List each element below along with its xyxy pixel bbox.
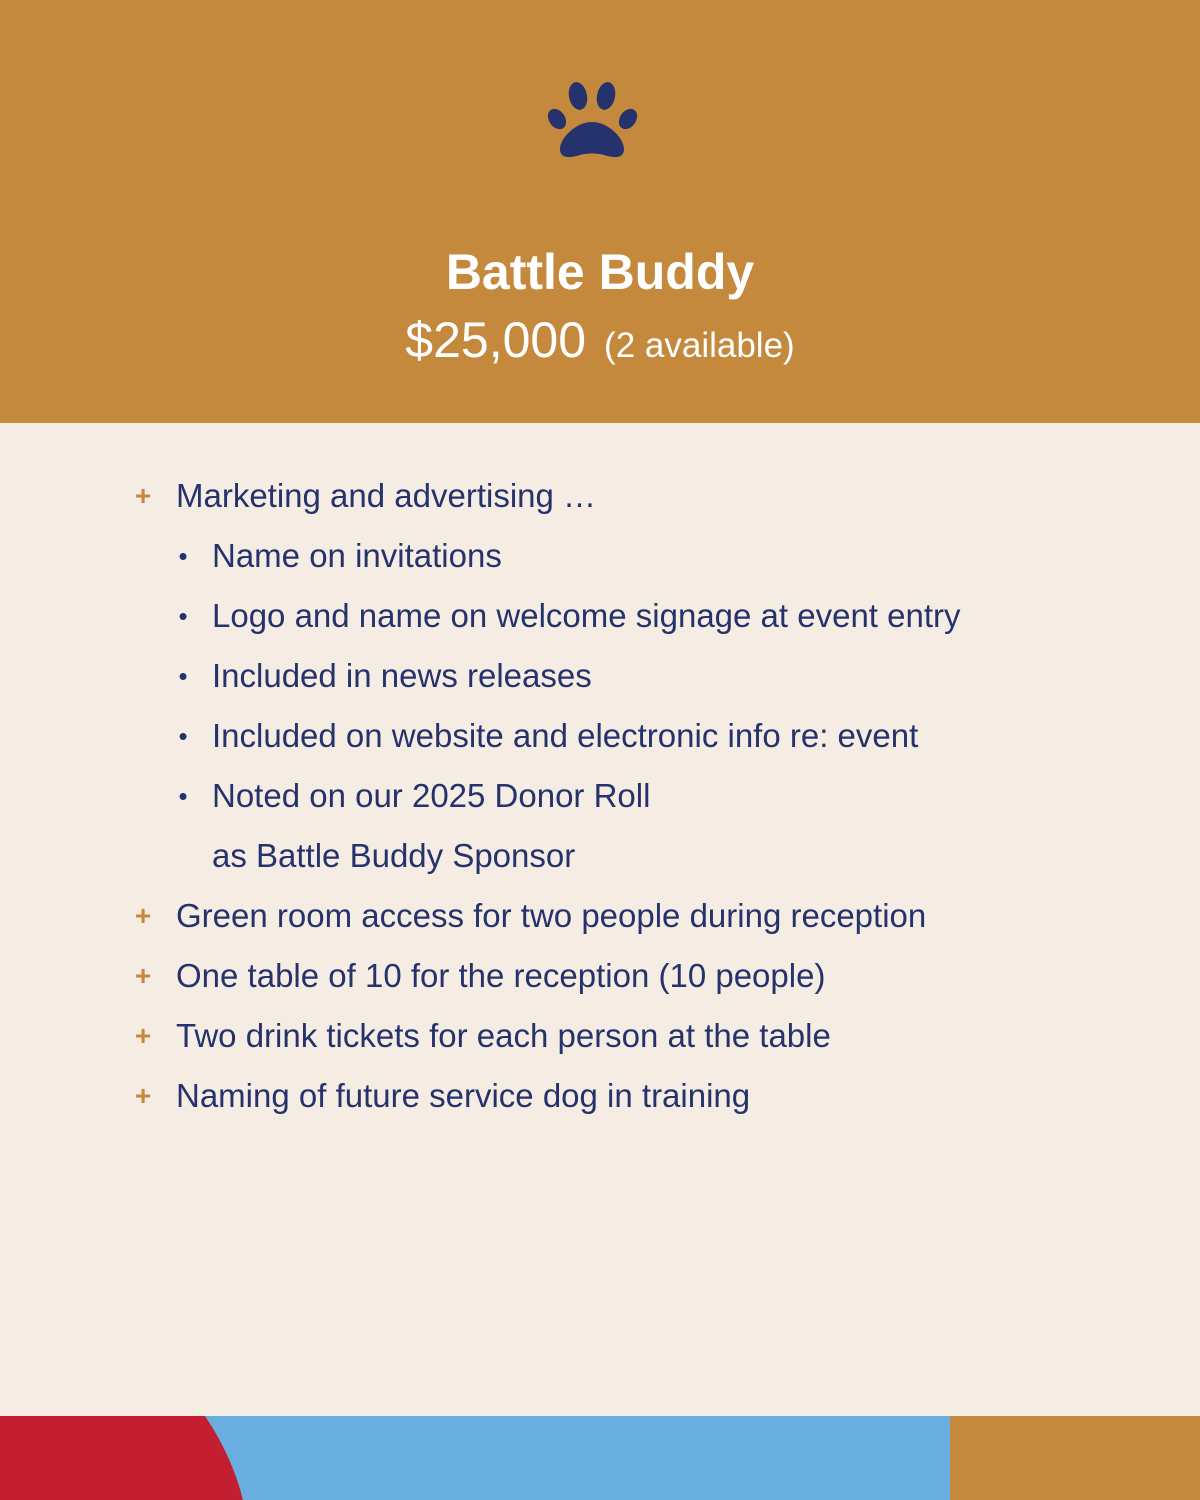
sub-list-item bbox=[0, 526, 1200, 586]
bullet-icon: • bbox=[178, 601, 188, 631]
price: $25,000 bbox=[405, 312, 587, 368]
sub-benefit-text: as Battle Buddy Sponsor bbox=[212, 837, 576, 874]
footer-color-band bbox=[0, 1416, 1200, 1500]
sub-list-item bbox=[0, 586, 1200, 646]
plus-icon: + bbox=[134, 960, 152, 991]
benefit-text: Naming of future service dog in training bbox=[176, 1077, 751, 1114]
sub-benefit-text: Included on website and electronic info re: event bbox=[212, 717, 919, 754]
footer-gold-block bbox=[950, 1416, 1200, 1500]
sub-list-item bbox=[0, 766, 1200, 826]
bullet-icon: • bbox=[178, 541, 188, 571]
sub-list-item bbox=[0, 706, 1200, 766]
sub-benefit-text: Logo and name on welcome signage at event entry bbox=[212, 597, 961, 634]
sub-list-item bbox=[0, 646, 1200, 706]
benefit-text: Two drink tickets for each person at the table bbox=[176, 1017, 831, 1054]
bullet-icon: • bbox=[178, 781, 188, 811]
plus-icon: + bbox=[134, 480, 152, 511]
benefit-text: One table of 10 for the reception (10 people) bbox=[176, 957, 826, 994]
plus-icon: + bbox=[134, 900, 152, 931]
bullet-icon: • bbox=[178, 721, 188, 751]
header-banner bbox=[0, 0, 1200, 423]
price-line bbox=[0, 308, 1200, 385]
plus-icon: + bbox=[134, 1080, 152, 1111]
sub-benefit-text: Name on invitations bbox=[212, 537, 502, 574]
bullet-icon: • bbox=[178, 661, 188, 691]
paw-print-icon bbox=[546, 72, 640, 162]
benefit-text: Green room access for two people during reception bbox=[176, 897, 927, 934]
footer-red-shape bbox=[0, 1416, 243, 1500]
sponsor-title: Battle Buddy bbox=[445, 244, 755, 300]
plus-icon: + bbox=[134, 1020, 152, 1051]
list-item bbox=[0, 1066, 1200, 1126]
list-item bbox=[0, 466, 1200, 526]
sub-list-item-continuation bbox=[0, 826, 1200, 886]
list-item bbox=[0, 946, 1200, 1006]
benefit-text: Marketing and advertising … bbox=[176, 477, 597, 514]
list-item bbox=[0, 886, 1200, 946]
sub-benefit-text: Noted on our 2025 Donor Roll bbox=[212, 777, 651, 814]
availability: (2 available) bbox=[604, 326, 795, 365]
sub-benefit-text: Included in news releases bbox=[212, 657, 592, 694]
list-item bbox=[0, 1006, 1200, 1066]
